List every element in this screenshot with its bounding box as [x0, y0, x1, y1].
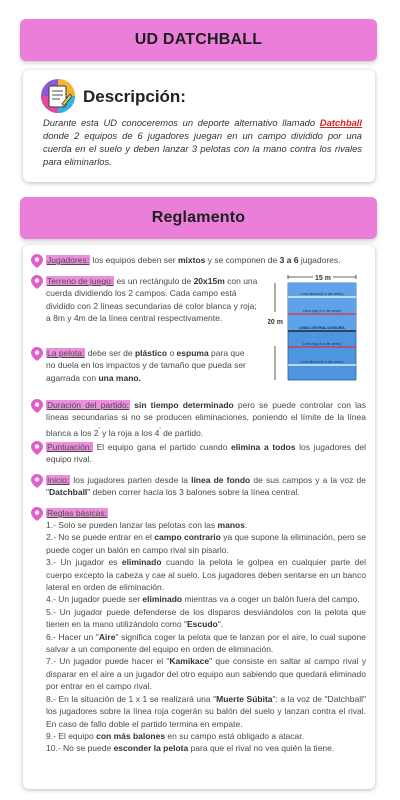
field-width-label: 15 m: [315, 275, 331, 282]
list-item: 6.- Hacer un "Aire" significa coger la pelota que te lanzan por el aire, lo cual supone salvar a un componente del equipo en orden de eliminación.: [46, 631, 366, 655]
list-item: 2.- No se puede entrar en el campo contrario ya que supone la eliminación, pero se puede coger un balón en campo rival sin pisarlo.: [46, 532, 366, 555]
center-line-label: LÍNEA CENTRAL DIVISORIA: [299, 326, 345, 330]
line-label: Línea blanca (8 m del centro): [300, 360, 344, 364]
location-pin-icon: [31, 275, 43, 289]
list-item: 4.- Un jugador puede ser eliminado mientras va a coger un balón fuera del campo.: [46, 594, 360, 605]
location-pin-icon: [31, 347, 43, 361]
title-banner: [20, 19, 377, 61]
rules-banner: [20, 197, 377, 239]
rule-puntuacion: Puntuación: El equipo gana el partido cuando elimina a todos los jugadores del equipo rival.: [46, 442, 366, 465]
field-height-label: 20 m: [268, 319, 283, 326]
description-text: Durante esta UD conoceremos un deporte alternativo llamado Datchball donde 2 equipos de 6 jugadores juegan en un campo dividido por una cuerda en el suelo y deben lanzar 3 pelotas con la mano contra los rivales para eliminarlos.: [43, 117, 362, 167]
basic-rules-list: [46, 519, 366, 755]
location-pin-icon: [31, 441, 43, 455]
rule-pelota: La pelota: debe ser de plástico o espuma para que no duela en los impactos y de tamaño que pueda ser agarrada con una mano.: [46, 348, 246, 383]
rule-terreno: Terreno de juego: es un rectángulo de 20x15m con una cuerda dividiendo los 2 campos. Cada campo está dividido con 2 líneas secundarias de color blanca y roja; a 8m y 4m de la línea central respectivamente.: [46, 276, 258, 324]
field-diagram: [268, 274, 358, 382]
rules-title: Reglamento: [151, 209, 246, 226]
line-label: Línea roja (4 m del centro): [302, 342, 342, 346]
location-pin-icon: [31, 254, 43, 268]
rule-inicio: Inicio: los jugadores parten desde la línea de fondo de sus campos y a la voz de "Datchball" deben correr hacia los 3 balones sobre la línea central.: [46, 475, 366, 498]
notepad-icon: [40, 78, 76, 114]
list-item: 3.- Un jugador es eliminado cuando la pelota le golpea en cualquier parte del cuerpo excepto la cabeza y cae al suelo. Los jugadores deben sentarse en un banco lateral en orden de eliminación.: [46, 557, 366, 593]
rules-card: [23, 245, 375, 789]
description-header: [40, 78, 186, 114]
location-pin-icon: [31, 399, 43, 413]
location-pin-icon: [31, 474, 43, 488]
rule-jugadores: Jugadores: los equipos deben ser mixtos y se componen de 3 a 6 jugadores.: [47, 255, 341, 265]
list-item: 8.- En la situación de 1 x 1 se realizará una "Muerte Súbita": a la voz de "Datchball" los jugadores sobre la línea roja cogerán su balón del suelo y lanzan contra el rival. En caso de fallo doble el partido termina en empate.: [46, 693, 367, 729]
list-item: 7.- Un jugador puede hacer el "Kamikace" que consiste en saltar al campo rival y disparar en el aire a un jugador del otro equipo aun sabiendo que quedará eliminado por entrar en el campo rival.: [46, 656, 366, 692]
datchball-highlight: Datchball: [319, 117, 362, 128]
location-pin-icon: [31, 507, 43, 521]
rule-basicas-heading: Reglas básicas:: [47, 508, 108, 518]
line-label: Línea roja (4 m del centro): [302, 309, 342, 313]
description-card: [23, 70, 375, 182]
list-item: 1.- Solo se pueden lanzar las pelotas con las manos.: [46, 520, 248, 530]
rule-duracion: Duración del partido: sin tiempo determinado pero se puede controlar con las líneas secundarias si no se producen eliminaciones, poniendo el límite de la línea blanca a los 2' y la roja a los 4' de partido.: [46, 400, 366, 438]
list-item: 9.- El equipo con más balones en su campo está obligado a atacar.: [46, 730, 304, 741]
list-item: 5.- Un jugador puede defenderse de los disparos desviándolos con la pelota que tienen en la mano utilizándolo como "Escudo".: [46, 606, 366, 630]
description-title: Descripción:: [83, 87, 186, 106]
line-label: Línea blanca (8 m del centro): [300, 292, 344, 296]
page-title: UD DATCHBALL: [134, 31, 263, 48]
list-item: 10.- No se puede esconder la pelota para que el rival no vea quién la tiene.: [46, 743, 335, 754]
